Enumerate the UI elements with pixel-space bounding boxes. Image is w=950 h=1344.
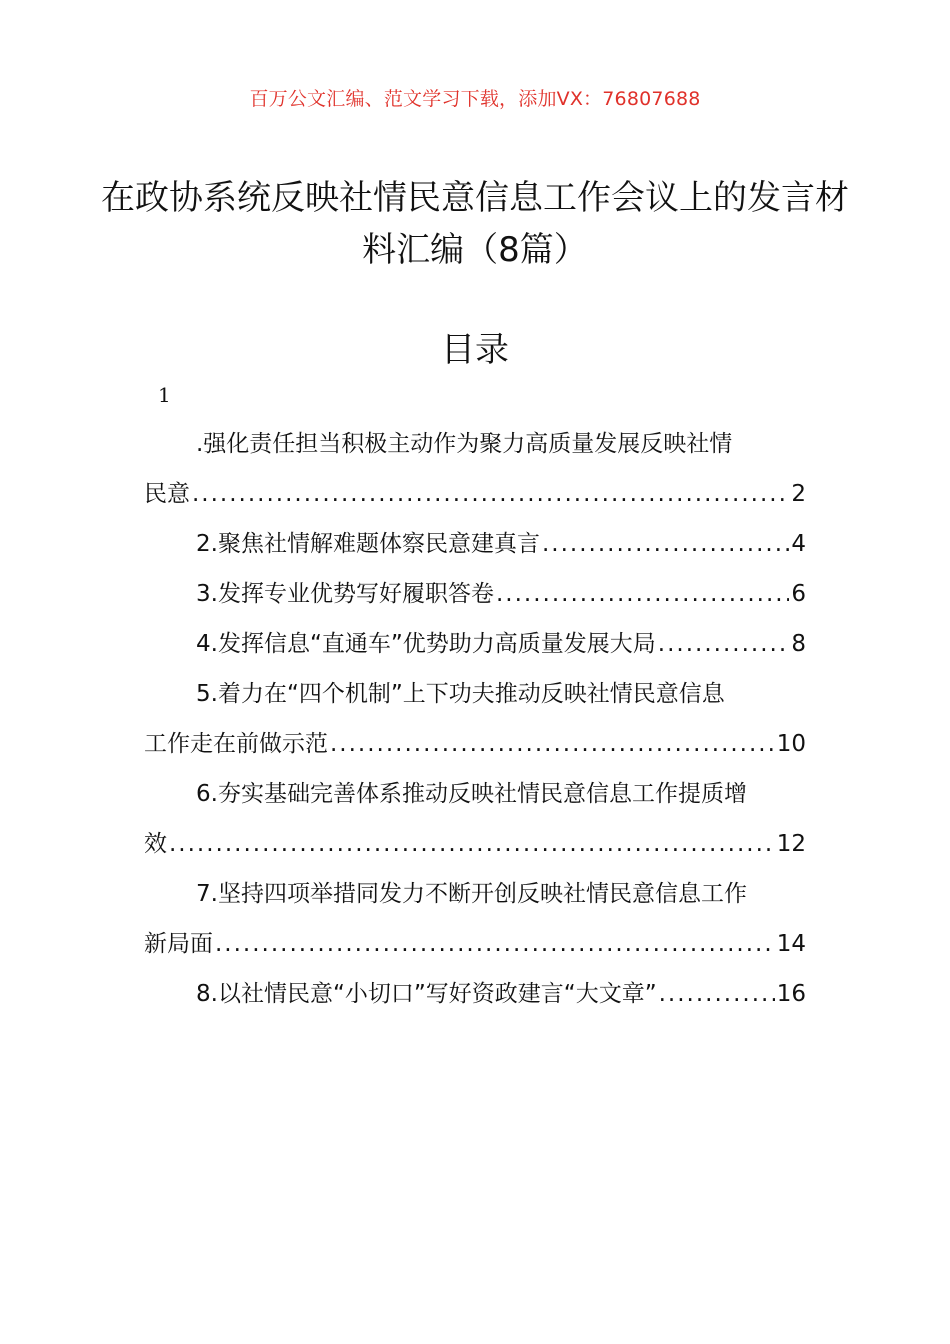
dot-leader: [192, 469, 789, 519]
dot-leader: [215, 919, 775, 969]
dot-leader: [169, 819, 775, 869]
toc-entry-7[interactable]: [144, 869, 806, 969]
toc-heading: 目录: [441, 330, 509, 370]
toc-entry-title-line: 2.聚焦社情解难题体察民意建真言: [196, 531, 540, 557]
toc-entry-8[interactable]: [144, 969, 806, 1019]
toc-page-number: 14: [776, 931, 806, 957]
toc-page-number: 12: [776, 831, 806, 857]
toc-page-number: 16: [776, 981, 806, 1007]
toc-page-number: 2: [791, 481, 806, 507]
toc-entry-title-line: 3.发挥专业优势写好履职答卷: [196, 581, 494, 607]
toc-entry-title-line: .强化责任担当积极主动作为聚力高质量发展反映社情: [196, 431, 733, 457]
toc-entry-title-line: 5.着力在“四个机制”上下功夫推动反映社情民意信息: [196, 681, 725, 707]
toc-entry-title-line: 工作走在前做示范: [144, 731, 328, 757]
dot-leader: [659, 969, 775, 1019]
document-title: 在政协系统反映社情民意信息工作会议上的发言材料汇编（8篇）: [101, 178, 849, 270]
toc-page-number: 4: [791, 531, 806, 557]
stray-number: 1: [158, 383, 171, 407]
table-of-contents: [144, 419, 806, 1019]
toc-entry-5[interactable]: [144, 669, 806, 769]
dot-leader: [658, 619, 790, 669]
toc-entry-title-line: 8.以社情民意“小切口”写好资政建言“大文章”: [196, 981, 657, 1007]
toc-entry-title-line: 4.发挥信息“直通车”优势助力高质量发展大局: [196, 631, 656, 657]
toc-entry-3[interactable]: [144, 569, 806, 619]
toc-page-number: 8: [791, 631, 806, 657]
dot-leader: [330, 719, 775, 769]
toc-entry-title-line: 民意: [144, 481, 190, 507]
toc-entry-4[interactable]: [144, 619, 806, 669]
toc-entry-6[interactable]: [144, 769, 806, 869]
toc-entry-2[interactable]: [144, 519, 806, 569]
toc-page-number: 6: [791, 581, 806, 607]
dot-leader: [496, 569, 789, 619]
toc-entry-title-line: 新局面: [144, 931, 213, 957]
toc-entry-title-line: 7.坚持四项举措同发力不断开创反映社情民意信息工作: [196, 881, 747, 907]
toc-entry-title-line: 效: [144, 831, 167, 857]
header-note: 百万公文汇编、范文学习下载，添加VX：76807688: [249, 88, 701, 110]
toc-page-number: 10: [776, 731, 806, 757]
toc-entry-title-line: 6.夯实基础完善体系推动反映社情民意信息工作提质增: [196, 781, 747, 807]
toc-entry-1[interactable]: [144, 419, 806, 519]
dot-leader: [542, 519, 789, 569]
